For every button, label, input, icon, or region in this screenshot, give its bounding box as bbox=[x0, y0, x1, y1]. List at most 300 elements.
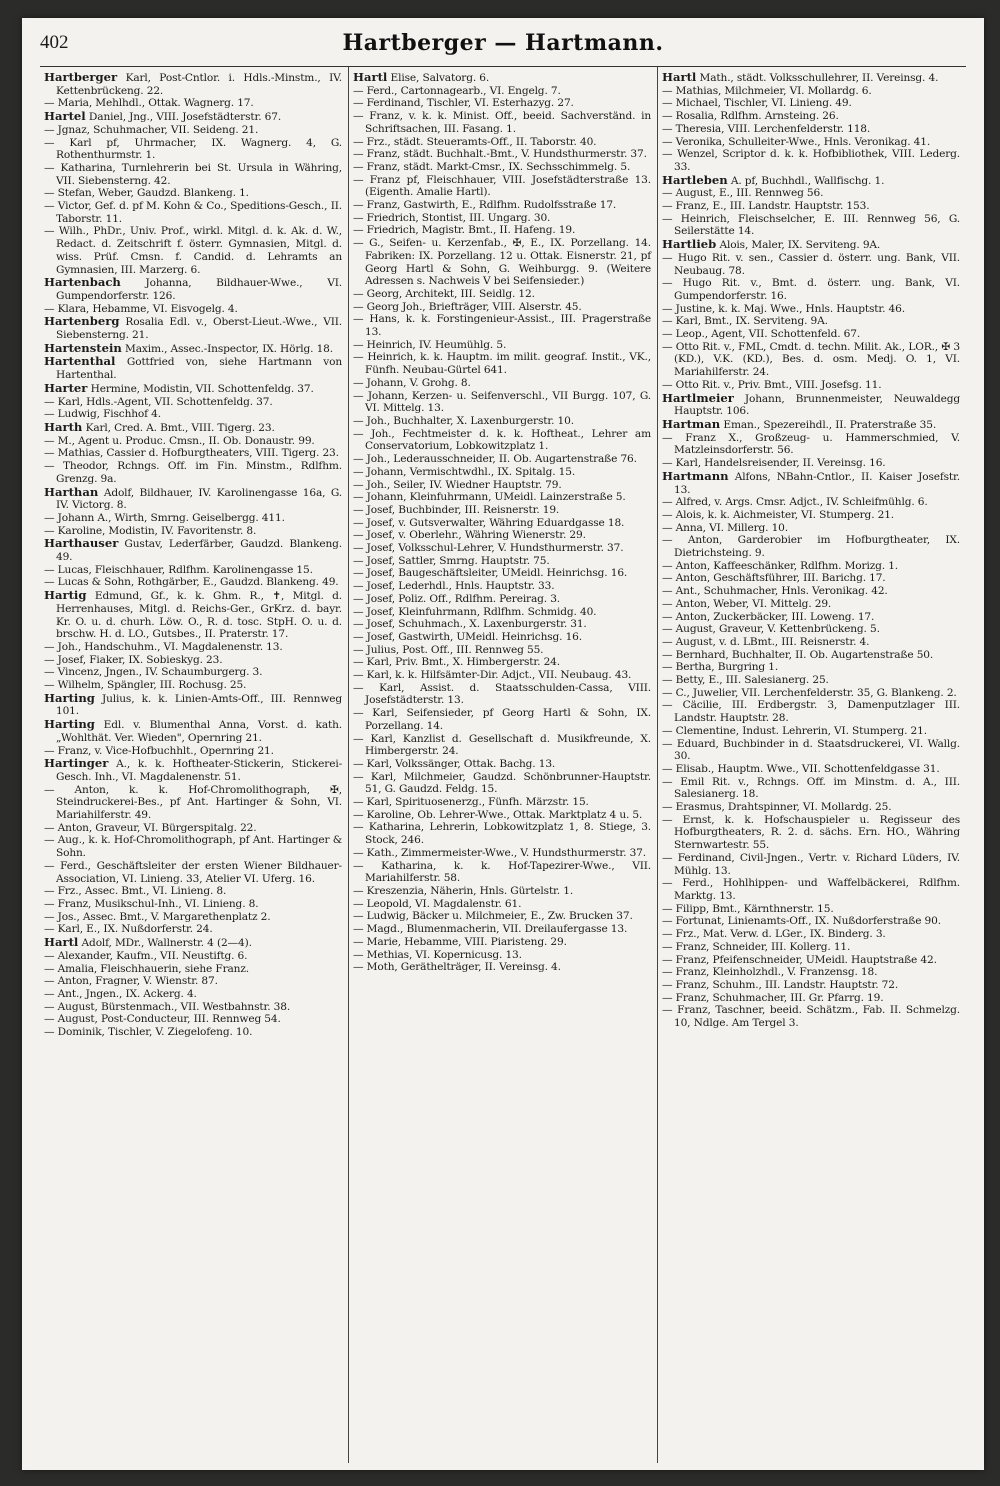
directory-entry bbox=[44, 512, 342, 525]
directory-entry bbox=[662, 572, 960, 585]
entry-text: — Ludwig, Fischhof 4. bbox=[44, 408, 161, 421]
column-middle bbox=[349, 67, 658, 1463]
entry-text: — Franz, Schuhmacher, III. Gr. Pfarrg. 19. bbox=[662, 991, 884, 1004]
directory-entry bbox=[353, 758, 651, 771]
entry-surname: Hartleben bbox=[662, 172, 728, 187]
entry-text: — Joh., Fechtmeister d. k. k. Hoftheat., Lehrer am Conservatorium, Lobkowitzplatz 1. bbox=[353, 427, 651, 453]
entry-text: — Mathias, Milchmeier, VI. Mollardg. 6. bbox=[662, 84, 872, 97]
entry-text: Adolf, Bildhauer, IV. Karolinengasse 16a, G. IV. Victorg. 8. bbox=[56, 486, 342, 512]
directory-entry bbox=[353, 910, 651, 923]
entry-text: — Theresia, VIII. Lerchenfelderstr. 118. bbox=[662, 122, 871, 135]
directory-entry bbox=[44, 315, 342, 341]
directory-entry bbox=[353, 961, 651, 974]
directory-entry bbox=[353, 796, 651, 809]
entry-text: — Wilhelm, Spängler, III. Rochusg. 25. bbox=[44, 679, 247, 692]
entry-text: — Georg Joh., Briefträger, VIII. Alserstr. 45. bbox=[353, 300, 582, 313]
directory-entry bbox=[353, 301, 651, 314]
directory-entry bbox=[353, 898, 651, 911]
directory-entry bbox=[44, 1001, 342, 1014]
directory-entry bbox=[353, 529, 651, 542]
directory-entry bbox=[44, 564, 342, 577]
directory-entry bbox=[44, 834, 342, 859]
entry-text: — Otto Rit. v., FML, Cmdt. d. techn. Milit. Ak., LOR., ✠ 3 (KD.), V.K. (KD.), Bes. d. osm. Medj. O. 1, VI. Mariahilferstr. 24. bbox=[662, 340, 960, 379]
entry-text: Karl, Cred. A. Bmt., VIII. Tigerg. 23. bbox=[82, 421, 275, 434]
directory-entry bbox=[353, 148, 651, 161]
directory-entry bbox=[44, 923, 342, 936]
directory-entry bbox=[44, 355, 342, 381]
directory-entry bbox=[44, 486, 342, 512]
directory-entry bbox=[44, 860, 342, 885]
directory-entry bbox=[353, 136, 651, 149]
directory-entry bbox=[662, 598, 960, 611]
directory-entry bbox=[662, 148, 960, 173]
directory-entry bbox=[44, 97, 342, 110]
directory-entry bbox=[353, 847, 651, 860]
directory-entry bbox=[353, 237, 651, 288]
entry-text: — Franz, Gastwirth, E., Rdlfhm. Rudolfsstraße 17. bbox=[353, 199, 617, 212]
directory-entry bbox=[353, 821, 651, 846]
directory-entry bbox=[44, 276, 342, 302]
entry-text: — Ferdinand, Tischler, VI. Esterhazyg. 27. bbox=[353, 97, 574, 110]
entry-text: — Frz., Assec. Bmt., VI. Linieng. 8. bbox=[44, 885, 227, 898]
entry-text: — Bertha, Burgring 1. bbox=[662, 661, 779, 674]
directory-entry bbox=[662, 763, 960, 776]
entry-surname: Harth bbox=[44, 419, 83, 434]
directory-entry bbox=[662, 636, 960, 649]
entry-text: — Lucas & Sohn, Rothgärber, E., Gaudzd. Blankeng. 49. bbox=[44, 576, 339, 589]
entry-text: — Johann, Kleinfuhrmann, UMeidl. Lainzerstraße 5. bbox=[353, 491, 626, 504]
directory-entry bbox=[353, 224, 651, 237]
entry-text: — Moth, Geräthelträger, II. Vereinsg. 4. bbox=[353, 961, 561, 974]
entry-text: — Johann, V. Grohg. 8. bbox=[353, 376, 471, 389]
entry-text: — Franz, v. Vice-Hofbuchhlt., Opernring 21. bbox=[44, 744, 274, 757]
entry-text: Johann, Brunnenmeister, Neuwaldegg Hauptstr. 106. bbox=[674, 392, 960, 418]
directory-entry bbox=[662, 1004, 960, 1029]
directory-entry bbox=[44, 137, 342, 162]
entry-text: — Ernst, k. k. Hofschauspieler u. Regisseur des Hofburgtheaters, R. 2. d. sächs. Ern. HO., Währing Sternwartestr. 55. bbox=[662, 813, 960, 852]
running-head: Hartberger — Hartmann. bbox=[342, 30, 664, 56]
entry-surname: Hartberger bbox=[44, 70, 118, 84]
directory-entry bbox=[662, 110, 960, 123]
entry-text: — Wilh., PhDr., Univ. Prof., wirkl. Mitgl. d. k. Ak. d. W., Redact. d. Zeitschrift f. österr. Gymnasien, Mitgl. d. wiss. Prüf. Cmsn. f. Candid. d. Lehramts an Gymnasien, III. Marzerg. 6. bbox=[44, 225, 342, 276]
directory-entry bbox=[44, 988, 342, 1001]
directory-entry bbox=[353, 860, 651, 885]
entry-surname: Hartenbach bbox=[44, 275, 121, 290]
entry-text: — August, v. d. LBmt., III. Reisnerstr. 4. bbox=[662, 635, 870, 648]
directory-entry bbox=[662, 661, 960, 674]
directory-entry bbox=[353, 567, 651, 580]
directory-entry bbox=[44, 911, 342, 924]
directory-entry bbox=[353, 415, 651, 428]
entry-text: — Katharina, Lehrerin, Lobkowitzplatz 1, 8. Stiege, 3. Stock, 246. bbox=[353, 821, 651, 847]
entry-surname: Hartig bbox=[44, 588, 87, 603]
entry-text: — Franz, städt. Buchhalt.-Bmt., V. Hundsthurmerstr. 37. bbox=[353, 148, 647, 161]
directory-entry bbox=[353, 377, 651, 390]
page-header bbox=[40, 28, 966, 68]
directory-entry bbox=[44, 757, 342, 783]
entry-text: — Aug., k. k. Hof-Chromolithograph, pf Ant. Hartinger & Sohn. bbox=[44, 834, 342, 860]
entry-text: — Anton, Fragner, V. Wienstr. 87. bbox=[44, 975, 218, 988]
entry-surname: Hartinger bbox=[44, 756, 109, 771]
directory-entry bbox=[44, 1013, 342, 1026]
entry-text: — Maria, Mehlhdl., Ottak. Wagnerg. 17. bbox=[44, 97, 254, 110]
directory-entry bbox=[662, 71, 960, 85]
directory-page bbox=[22, 18, 984, 1470]
entry-surname: Hartl bbox=[353, 70, 388, 84]
entry-text: — Anton, Garderobier im Hofburgtheater, IX. Dietrichsteing. 9. bbox=[662, 534, 960, 560]
directory-entry bbox=[44, 666, 342, 679]
entry-text: — Katharina, k. k. Hof-Tapezirer-Wwe., VII. Mariahilferstr. 58. bbox=[353, 859, 651, 885]
entry-surname: Harting bbox=[44, 717, 95, 732]
directory-entry bbox=[353, 644, 651, 657]
entry-text: — Karl, Spirituosenerzg., Fünfh. Märzstr. 15. bbox=[353, 796, 589, 809]
directory-entry bbox=[353, 174, 651, 199]
directory-entry bbox=[353, 339, 651, 352]
directory-entry bbox=[662, 136, 960, 149]
entry-text: — Johann, Vermischtwdhl., IX. Spitalg. 15. bbox=[353, 465, 576, 478]
directory-entry bbox=[662, 252, 960, 277]
entry-surname: Hartlieb bbox=[662, 237, 717, 252]
entry-text: — Leop., Agent, VII. Schottenfeld. 67. bbox=[662, 328, 861, 341]
directory-columns bbox=[40, 66, 966, 1463]
directory-entry bbox=[44, 718, 342, 744]
entry-text: — Ferd., Hohlhippen- und Waffelbäckerei, Rdlfhm. Marktg. 13. bbox=[662, 877, 960, 902]
entry-text: — C., Juwelier, VII. Lerchenfelderstr. 35, G. Blankeng. 2. bbox=[662, 686, 957, 699]
entry-text: — Michael, Tischler, VI. Linieng. 49. bbox=[662, 97, 852, 110]
directory-entry bbox=[353, 733, 651, 758]
entry-text: — Ferdinand, Civil-Jngen., Vertr. v. Richard Lüders, IV. Mühlg. 13. bbox=[662, 851, 960, 877]
directory-entry bbox=[353, 809, 651, 822]
entry-text: — Karl, Volkssänger, Ottak. Bachg. 13. bbox=[353, 757, 556, 770]
directory-entry bbox=[662, 966, 960, 979]
directory-entry bbox=[662, 522, 960, 535]
entry-text: — Joh., Lederausschneider, II. Ob. Augartenstraße 76. bbox=[353, 453, 637, 466]
entry-surname: Hartlmeier bbox=[662, 390, 734, 405]
directory-entry bbox=[353, 110, 651, 135]
entry-text: — Eduard, Buchbinder in d. Staatsdruckerei, VI. Wallg. 30. bbox=[662, 737, 960, 763]
directory-entry bbox=[662, 123, 960, 136]
directory-entry bbox=[353, 923, 651, 936]
entry-text: — G., Seifen- u. Kerzenfab., ✠, E., IX. Porzellang. 14. Fabriken: IX. Porzellang. 12 u. Ottak. Eisnerstr. 21, pf Georg Hartl & Sohn, G. Weihburgg. 9. (Weitere Adressen s. Nachweis V bei Seifensieder.) bbox=[353, 237, 651, 288]
entry-text: — Karoline, Modistin, IV. Favoritenstr. 8. bbox=[44, 524, 257, 537]
entry-text: — Katharina, Turnlehrerin bei St. Ursula in Währing, VII. Siebensterng. 42. bbox=[44, 161, 342, 187]
directory-entry bbox=[353, 85, 651, 98]
entry-text: A. pf, Buchhdl., Wallfischg. 1. bbox=[727, 174, 885, 187]
entry-text: — Frz., Mat. Verw. d. LGer., IX. Binderg. 3. bbox=[662, 928, 886, 941]
entry-text: — Jgnaz, Schuhmacher, VII. Seideng. 21. bbox=[44, 123, 259, 136]
directory-entry bbox=[44, 692, 342, 718]
directory-entry bbox=[44, 898, 342, 911]
directory-entry bbox=[662, 200, 960, 213]
directory-entry bbox=[44, 342, 342, 356]
entry-text: — Leopold, VI. Magdalenstr. 61. bbox=[353, 897, 522, 910]
directory-entry bbox=[353, 682, 651, 707]
directory-entry bbox=[44, 71, 342, 97]
directory-entry bbox=[44, 537, 342, 563]
directory-entry bbox=[662, 213, 960, 238]
directory-entry bbox=[662, 328, 960, 341]
entry-text: — Franz pf, Fleischhauer, VIII. Josefstädterstraße 13. (Eigenth. Amalie Hartl). bbox=[353, 173, 651, 199]
directory-entry bbox=[662, 725, 960, 738]
entry-text: — Ferd., Geschäftsleiter der ersten Wiener Bildhauer-Association, VI. Linieng. 33, Atelier VI. Uferg. 16. bbox=[44, 859, 342, 885]
entry-text: Alois, Maler, IX. Serviteng. 9A. bbox=[716, 239, 881, 252]
entry-text: — Lucas, Fleischhauer, Rdlfhm. Karolinengasse 15. bbox=[44, 563, 313, 576]
entry-text: — Anton, Geschäftsführer, III. Barichg. 17. bbox=[662, 572, 886, 585]
entry-text: Karl, Post-Cntlor. i. Hdls.-Minstm., IV. Kettenbrückeng. 22. bbox=[56, 72, 342, 97]
directory-entry bbox=[662, 992, 960, 1005]
entry-text: — Erasmus, Drahtspinner, VI. Mollardg. 25. bbox=[662, 801, 892, 814]
directory-entry bbox=[353, 517, 651, 530]
directory-entry bbox=[353, 656, 651, 669]
directory-entry bbox=[44, 460, 342, 485]
directory-entry bbox=[353, 161, 651, 174]
entry-text: Maxim., Assec.-Inspector, IX. Hörlg. 18. bbox=[121, 342, 333, 355]
entry-text: Alfons, NBahn-Cntlor., II. Kaiser Josefstr. 13. bbox=[674, 470, 960, 496]
entry-text: — Josef, Fiaker, IX. Sobieskyg. 23. bbox=[44, 653, 223, 666]
directory-entry bbox=[44, 162, 342, 187]
entry-text: — Marie, Hebamme, VIII. Piaristeng. 29. bbox=[353, 935, 567, 948]
entry-surname: Harting bbox=[44, 690, 95, 705]
entry-text: — Heinrich, k. k. Hauptm. im milit. geograf. Instit., VK., Fünfh. Neubau-Gürtel 641. bbox=[353, 351, 651, 377]
directory-entry bbox=[44, 963, 342, 976]
directory-entry bbox=[662, 509, 960, 522]
directory-entry bbox=[44, 589, 342, 641]
entry-text: — Karl, Handelsreisender, II. Vereinsg. 16. bbox=[662, 457, 886, 470]
entry-text: — August, Post-Conducteur, III. Rennweg 54. bbox=[44, 1013, 281, 1026]
entry-text: Edmund, Gf., k. k. Ghm. R., ✝, Mitgl. d. Herrenhauses, Mitgl. d. Reichs-Ger., GrKrz. d. bayr. Kr. O. u. d. churh. Löw. O., R. d. tosc. StpH. O. u. d. brschw. H. d. LO., Gutsbes., II. Praterstr. 17. bbox=[56, 590, 342, 641]
entry-text: — Justine, k. k. Maj. Wwe., Hnls. Hauptstr. 46. bbox=[662, 302, 905, 315]
entry-text: — Emil Rit. v., Rchngs. Off. im Minstm. d. A., III. Salesianerg. 18. bbox=[662, 775, 960, 801]
entry-text: — Ant., Schuhmacher, Hnls. Veronikag. 42. bbox=[662, 585, 888, 598]
directory-entry bbox=[44, 885, 342, 898]
directory-entry bbox=[353, 288, 651, 301]
directory-entry bbox=[662, 928, 960, 941]
directory-entry bbox=[662, 277, 960, 302]
directory-entry bbox=[353, 428, 651, 453]
entry-surname: Hartenstein bbox=[44, 340, 122, 355]
entry-text: — Methias, VI. Kopernicusg. 13. bbox=[353, 948, 522, 961]
entry-text: — Theodor, Rchngs. Off. im Fin. Minstm., Rdlfhm. Grenzg. 9a. bbox=[44, 460, 342, 485]
entry-text: — Joh., Buchhalter, X. Laxenburgerstr. 10. bbox=[353, 414, 574, 427]
entry-text: — August, Graveur, V. Kettenbrückeng. 5. bbox=[662, 623, 880, 636]
entry-text: — Anton, Zuckerbäcker, III. Loweng. 17. bbox=[662, 610, 875, 623]
directory-entry bbox=[353, 542, 651, 555]
directory-entry bbox=[353, 71, 651, 85]
entry-text: — Cäcilie, III. Erdbergstr. 3, Damenputzlager III. Landstr. Hauptstr. 28. bbox=[662, 699, 960, 725]
directory-entry bbox=[353, 618, 651, 631]
directory-entry bbox=[44, 975, 342, 988]
entry-text: — Karl, Bmt., IX. Serviteng. 9A. bbox=[662, 315, 828, 328]
entry-text: — Joh., Handschuhm., VI. Magdalenenstr. 13. bbox=[44, 640, 283, 653]
entry-text: — Anton, Graveur, VI. Bürgerspitalg. 22. bbox=[44, 821, 257, 834]
entry-text: — Veronika, Schulleiter-Wwe., Hnls. Veronikag. 41. bbox=[662, 135, 931, 148]
entry-surname: Hartman bbox=[662, 416, 721, 431]
entry-text: Elise, Salvatorg. 6. bbox=[387, 72, 490, 84]
directory-entry bbox=[662, 687, 960, 700]
directory-entry bbox=[353, 669, 651, 682]
entry-text: — Heinrich, Fleischselcher, E. III. Rennweg 56, G. Seilerstätte 14. bbox=[662, 212, 960, 238]
directory-entry bbox=[662, 877, 960, 902]
entry-text: — Anton, Weber, VI. Mittelg. 29. bbox=[662, 597, 832, 610]
column-left bbox=[40, 67, 349, 1463]
entry-text: Gottfried von, siehe Hartmann von Hartenthal. bbox=[56, 356, 342, 382]
directory-entry bbox=[662, 418, 960, 432]
directory-entry bbox=[44, 654, 342, 667]
entry-surname: Harthauser bbox=[44, 536, 119, 551]
entry-surname: Hartl bbox=[662, 70, 697, 84]
entry-text: — Stefan, Weber, Gaudzd. Blankeng. 1. bbox=[44, 187, 249, 200]
directory-entry bbox=[662, 801, 960, 814]
directory-entry bbox=[44, 225, 342, 276]
page-number: 402 bbox=[40, 32, 69, 53]
entry-text: — Karl, Kanzlist d. Gesellschaft d. Musikfreunde, X. Himbergerstr. 24. bbox=[353, 732, 651, 758]
directory-entry bbox=[353, 631, 651, 644]
entry-text: Adolf, MDr., Wallnerstr. 4 (2—4). bbox=[78, 937, 252, 950]
directory-entry bbox=[44, 435, 342, 448]
directory-entry bbox=[662, 738, 960, 763]
directory-entry bbox=[353, 504, 651, 517]
directory-entry bbox=[44, 382, 342, 396]
directory-entry bbox=[662, 85, 960, 98]
directory-entry bbox=[353, 199, 651, 212]
entry-text: — Karl, Milchmeier, Gaudzd. Schönbrunner-Hauptstr. 51, G. Gaudzd. Feldg. 15. bbox=[353, 770, 651, 796]
directory-entry bbox=[662, 623, 960, 636]
directory-entry bbox=[662, 496, 960, 509]
entry-text: — Rosalia, Rdlfhm. Arnsteing. 26. bbox=[662, 110, 839, 123]
directory-entry bbox=[662, 649, 960, 662]
directory-entry bbox=[353, 555, 651, 568]
entry-text: — Kath., Zimmermeister-Wwe., V. Hundsthurmerstr. 37. bbox=[353, 846, 646, 859]
entry-text: — Josef, Gastwirth, UMeidl. Heinrichsg. 16. bbox=[353, 630, 582, 643]
directory-entry bbox=[662, 238, 960, 252]
entry-surname: Hartenberg bbox=[44, 314, 120, 329]
entry-text: — Josef, Schuhmach., X. Laxenburgerstr. 31. bbox=[353, 618, 587, 631]
entry-text: — Anton, Kaffeeschänker, Rdlfhm. Morizg. 1. bbox=[662, 559, 898, 572]
directory-entry bbox=[662, 903, 960, 916]
entry-text: A., k. k. Hoftheater-Stickerin, Stickerei-Gesch. Inh., VI. Magdalenenstr. 51. bbox=[56, 758, 342, 783]
directory-entry bbox=[662, 341, 960, 379]
directory-entry bbox=[662, 187, 960, 200]
entry-text: Gustav, Lederfärber, Gaudzd. Blankeng. 49. bbox=[56, 538, 342, 564]
directory-entry bbox=[44, 936, 342, 950]
entry-text: — Josef, Kleinfuhrmann, Rdlfhm. Schmidg. 40. bbox=[353, 605, 597, 618]
directory-entry bbox=[662, 954, 960, 967]
entry-text: — M., Agent u. Produc. Cmsn., II. Ob. Donaustr. 99. bbox=[44, 434, 315, 447]
entry-text: — Franz, Taschner, beeid. Schätzm., Fab. II. Schmelzg. 10, Ndlge. Am Tergel 3. bbox=[662, 1004, 960, 1030]
directory-entry bbox=[662, 560, 960, 573]
entry-text: Edl. v. Blumenthal Anna, Vorst. d. kath. „Wohlthät. Ver. Wieden", Opernring 21. bbox=[56, 719, 342, 744]
entry-text: — Ant., Jngen., IX. Ackerg. 4. bbox=[44, 987, 197, 1000]
directory-entry bbox=[353, 580, 651, 593]
directory-entry bbox=[662, 611, 960, 624]
entry-text: — Otto Rit. v., Priv. Bmt., VIII. Josefsg. 11. bbox=[662, 378, 882, 391]
entry-text: — Josef, Poliz. Off., Rdlfhm. Pereirag. 3. bbox=[353, 592, 561, 605]
directory-entry bbox=[353, 466, 651, 479]
entry-text: — Johann A., Wirth, Smrng. Geiselbergg. 411. bbox=[44, 511, 285, 524]
entry-text: — August, E., III. Rennweg 56. bbox=[662, 187, 824, 200]
entry-text: — Karl, Seifensieder, pf Georg Hartl & Sohn, IX. Porzellang. 14. bbox=[353, 707, 651, 732]
entry-text: — Bernhard, Buchhalter, II. Ob. Augartenstraße 50. bbox=[662, 648, 934, 661]
entry-surname: Harter bbox=[44, 380, 88, 395]
directory-entry bbox=[44, 447, 342, 460]
directory-entry bbox=[353, 771, 651, 796]
directory-entry bbox=[662, 315, 960, 328]
directory-entry bbox=[44, 822, 342, 835]
entry-text: — Mathias, Cassier d. Hofburgtheaters, VIII. Tigerg. 23. bbox=[44, 447, 339, 460]
directory-entry bbox=[44, 408, 342, 421]
entry-text: — Franz, städt. Markt-Cmsr., IX. Sechsschimmelg. 5. bbox=[353, 160, 631, 173]
entry-text: — Victor, Gef. d. pf M. Kohn & Co., Speditions-Gesch., II. Taborstr. 11. bbox=[44, 200, 342, 225]
directory-entry bbox=[353, 885, 651, 898]
entry-text: — Alexander, Kaufm., VII. Neustiftg. 6. bbox=[44, 949, 248, 962]
directory-entry bbox=[662, 432, 960, 457]
directory-entry bbox=[662, 674, 960, 687]
directory-entry bbox=[44, 187, 342, 200]
entry-text: — Josef, Volksschul-Lehrer, V. Hundsthurmerstr. 37. bbox=[353, 542, 624, 555]
entry-text: — Johann, Kerzen- u. Seifenverschl., VII Burgg. 107, G. VI. Mittelg. 13. bbox=[353, 389, 651, 415]
entry-text: Johanna, Bildhauer-Wwe., VI. Gumpendorferstr. 126. bbox=[56, 277, 342, 302]
entry-text: — Wenzel, Scriptor d. k. k. Hofbibliothek, VIII. Lederg. 33. bbox=[662, 148, 960, 173]
entry-text: — August, Bürstenmach., VII. Westbahnstr. 38. bbox=[44, 1000, 291, 1013]
directory-entry bbox=[353, 212, 651, 225]
entry-text: Math., städt. Volksschullehrer, II. Vereinsg. 4. bbox=[696, 72, 939, 84]
entry-text: — Josef, v. Oberlehr., Währing Wienerstr. 29. bbox=[353, 529, 586, 542]
directory-entry bbox=[662, 776, 960, 801]
directory-entry bbox=[353, 313, 651, 338]
directory-entry bbox=[662, 699, 960, 724]
entry-text: — Hugo Rit. v., Bmt. d. österr. ung. Bank, VI. Gumpendorferstr. 16. bbox=[662, 277, 960, 302]
entry-surname: Hartmann bbox=[662, 468, 729, 483]
directory-entry bbox=[662, 814, 960, 852]
entry-text: — Hugo Rit. v. sen., Cassier d. österr. ung. Bank, VII. Neubaug. 78. bbox=[662, 251, 960, 277]
directory-entry bbox=[353, 949, 651, 962]
directory-entry bbox=[353, 936, 651, 949]
entry-text: Julius, k. k. Linien-Amts-Off., III. Rennweg 101. bbox=[56, 692, 342, 718]
entry-text: — Karl pf, Uhrmacher, IX. Wagnerg. 4, G. Rothenthurmstr. 1. bbox=[44, 136, 342, 162]
directory-entry bbox=[662, 534, 960, 559]
directory-entry bbox=[353, 479, 651, 492]
entry-text: — Franz, Pfeifenschneider, UMeidl. Hauptstraße 42. bbox=[662, 953, 937, 966]
entry-surname: Harthan bbox=[44, 484, 99, 499]
directory-entry bbox=[662, 470, 960, 496]
entry-text: — Josef, Lederhdl., Hnls. Hauptstr. 33. bbox=[353, 580, 555, 593]
entry-text: — Anton, k. k. Hof-Chromolithograph, ✠, Steindruckerei-Bes., pf Ant. Hartinger & Sohn, VI. Mariahilferstr. 49. bbox=[44, 783, 342, 822]
entry-text: — Josef, Baugeschäftsleiter, UMeidl. Heinrichsg. 16. bbox=[353, 567, 628, 580]
directory-entry bbox=[44, 950, 342, 963]
directory-entry bbox=[353, 606, 651, 619]
entry-text: — Friedrich, Stontist, III. Ungarg. 30. bbox=[353, 211, 551, 224]
directory-entry bbox=[44, 1026, 342, 1039]
entry-text: — Josef, Buchbinder, III. Reisnerstr. 19. bbox=[353, 503, 560, 516]
directory-entry bbox=[662, 915, 960, 928]
entry-text: Hermine, Modistin, VII. Schottenfeldg. 37. bbox=[87, 382, 314, 395]
entry-text: — Vincenz, Jngen., IV. Schaumburgerg. 3. bbox=[44, 666, 263, 679]
entry-text: — Georg, Architekt, III. Seidlg. 12. bbox=[353, 287, 535, 300]
directory-entry bbox=[662, 941, 960, 954]
entry-text: Daniel, Jng., VIII. Josefstädterstr. 67. bbox=[85, 111, 282, 124]
entry-text: — Karl, Hdls.-Agent, VII. Schottenfeldg. 37. bbox=[44, 395, 273, 408]
entry-text: — Karl, k. k. Hilfsämter-Dir. Adjct., VII. Neubaug. 43. bbox=[353, 669, 632, 682]
entry-surname: Hartl bbox=[44, 935, 79, 950]
entry-text: — Betty, E., III. Salesianerg. 25. bbox=[662, 674, 829, 687]
entry-text: — Dominik, Tischler, V. Ziegelofeng. 10. bbox=[44, 1026, 253, 1039]
entry-text: — Joh., Seiler, IV. Wiedner Hauptstr. 79. bbox=[353, 478, 562, 491]
entry-text: — Karl, Priv. Bmt., X. Himbergerstr. 24. bbox=[353, 656, 560, 669]
entry-text: — Franz, Musikschul-Inh., VI. Linieng. 8. bbox=[44, 898, 259, 910]
entry-text: — Amalia, Fleischhauerin, siehe Franz. bbox=[44, 962, 249, 975]
directory-entry bbox=[44, 124, 342, 137]
entry-text: — Magd., Blumenmacherin, VII. Dreilaufergasse 13. bbox=[353, 923, 628, 936]
